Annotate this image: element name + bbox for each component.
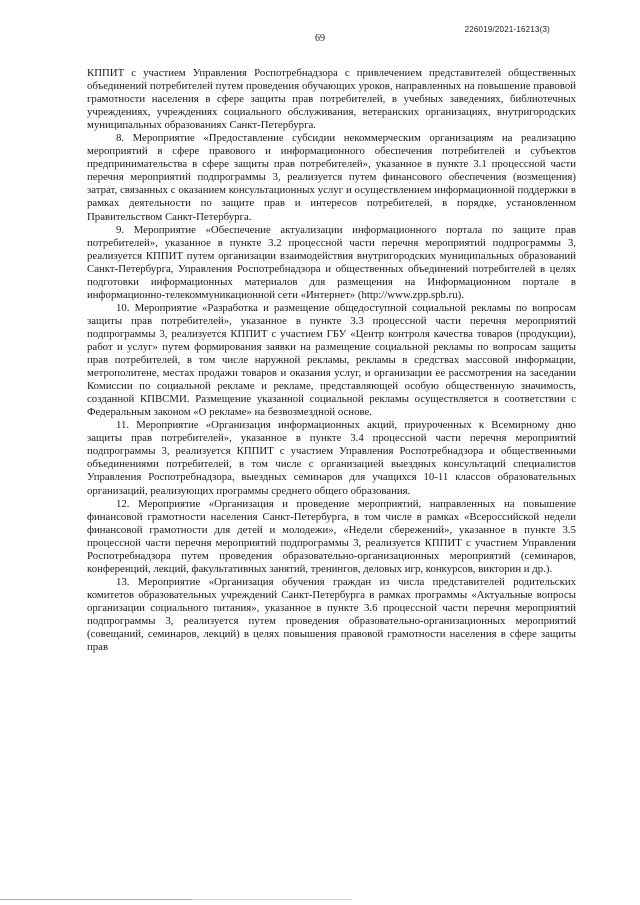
scan-edge-line — [0, 899, 640, 900]
document-body — [87, 67, 576, 654]
paragraph-continuation: КППИТ с участием Управления Роспотребнадзора с привлечением представителей общественных объединений потребителей путем проведения обучающих уроков, направленных на повышение правовой грамотности населения в сфере защиты прав потребителей, в учебных заведениях, библиотечных учреждениях, учреждениях социального обслуживания, ветеранских организациях, внутригородских муниципальных образованиях Санкт-Петербурга. — [87, 67, 576, 132]
paragraph-item-8: 8. Мероприятие «Предоставление субсидии некоммерческим организациям на реализацию мероприятий в сфере правового и информационного обеспечения потребителей и субъектов предпринимательства в сфере защиты прав потребителей», указанное в пункте 3.1 процессной части перечня мероприятий подпрограммы 3, реализуется путем финансового обеспечения (возмещения) затрат, связанных с оказанием консультационных услуг и осуществлением информационной поддержки в рамках деятельности по защите прав и интересов потребителей, в порядке, установленном Правительством Санкт-Петербурга. — [87, 132, 576, 223]
paragraph-item-11: 11. Мероприятие «Организация информационных акций, приуроченных к Всемирному дню защиты прав потребителей», указанное в пункте 3.4 процессной части перечня мероприятий подпрограммы 3, реализуется КППИТ с участием Управления Роспотребнадзора и общественными объединениями потребителей, в том числе с организацией выездных консультаций специалистов Управления Роспотребнадзора, выездных семинаров для учащихся 10-11 классов образовательных организаций, реализующих программы среднего общего образования. — [87, 419, 576, 497]
page-number: 69 — [315, 33, 325, 44]
paragraph-item-13: 13. Мероприятие «Организация обучения граждан из числа представителей родительских комитетов образовательных учреждений Санкт-Петербурга в рамках программы «Актуальные вопросы организации социального питания», указанное в пункте 3.6 процессной части перечня мероприятий подпрограммы 3, реализуется путем проведения образовательно-организационных мероприятий (совещаний, семинаров, лекций) в целях повышения правовой грамотности населения в сфере защиты прав — [87, 575, 576, 654]
paragraph-item-9: 9. Мероприятие «Обеспечение актуализации информационного портала по защите прав потребителей», указанное в пункте 3.2 процессной части перечня мероприятий подпрограммы 3, реализуется КППИТ путем организации взаимодействия внутригородских муниципальных образований Санкт-Петербурга, Управления Роспотребнадзора и общественных объединений потребителей в целях подготовки информационных материалов для размещения на Информационном портале в информационно-телекоммуникационной сети «Интернет» (http://www.zpp.spb.ru). — [87, 223, 576, 301]
paragraph-item-10: 10. Мероприятие «Разработка и размещение общедоступной социальной рекламы по вопросам защиты прав потребителей», указанное в пункте 3.3 процессной части перечня мероприятий подпрограммы 3, реализуется КППИТ с участием ГБУ «Центр контроля качества товаров (продукции), работ и услуг» путем формирования заявки на размещение социальной рекламы по вопросам защиты прав потребителей, в том числе наружной рекламы, рекламы в средствах массовой информации, метрополитене, местах продажи товаров и оказания услуг, и организации ее рассмотрения на заседании Комиссии по социальной рекламе и рекламе, представляющей особую общественную значимость, созданной КПВСМИ. Размещение указанной социальной рекламы осуществляется в соответствии с Федеральным законом «О рекламе» на безвозмездной основе. — [87, 301, 576, 419]
paragraph-item-12: 12. Мероприятие «Организация и проведение мероприятий, направленных на повышение финансовой грамотности населения Санкт-Петербурга, в том числе в рамках «Всероссийской недели финансовой грамотности для детей и молодежи», «Недели сбережений», указанное в пункте 3.5 процессной части перечня мероприятий подпрограммы 3, реализуется КППИТ с участием Управления Роспотребнадзора путем проведения образовательно-организационных мероприятий (семинаров, конференций, лекций, факультативных занятий, тренингов, деловых игр, конкурсов, викторин и др.). — [87, 497, 576, 575]
document-id: 226019/2021-16213(3) — [464, 25, 550, 34]
